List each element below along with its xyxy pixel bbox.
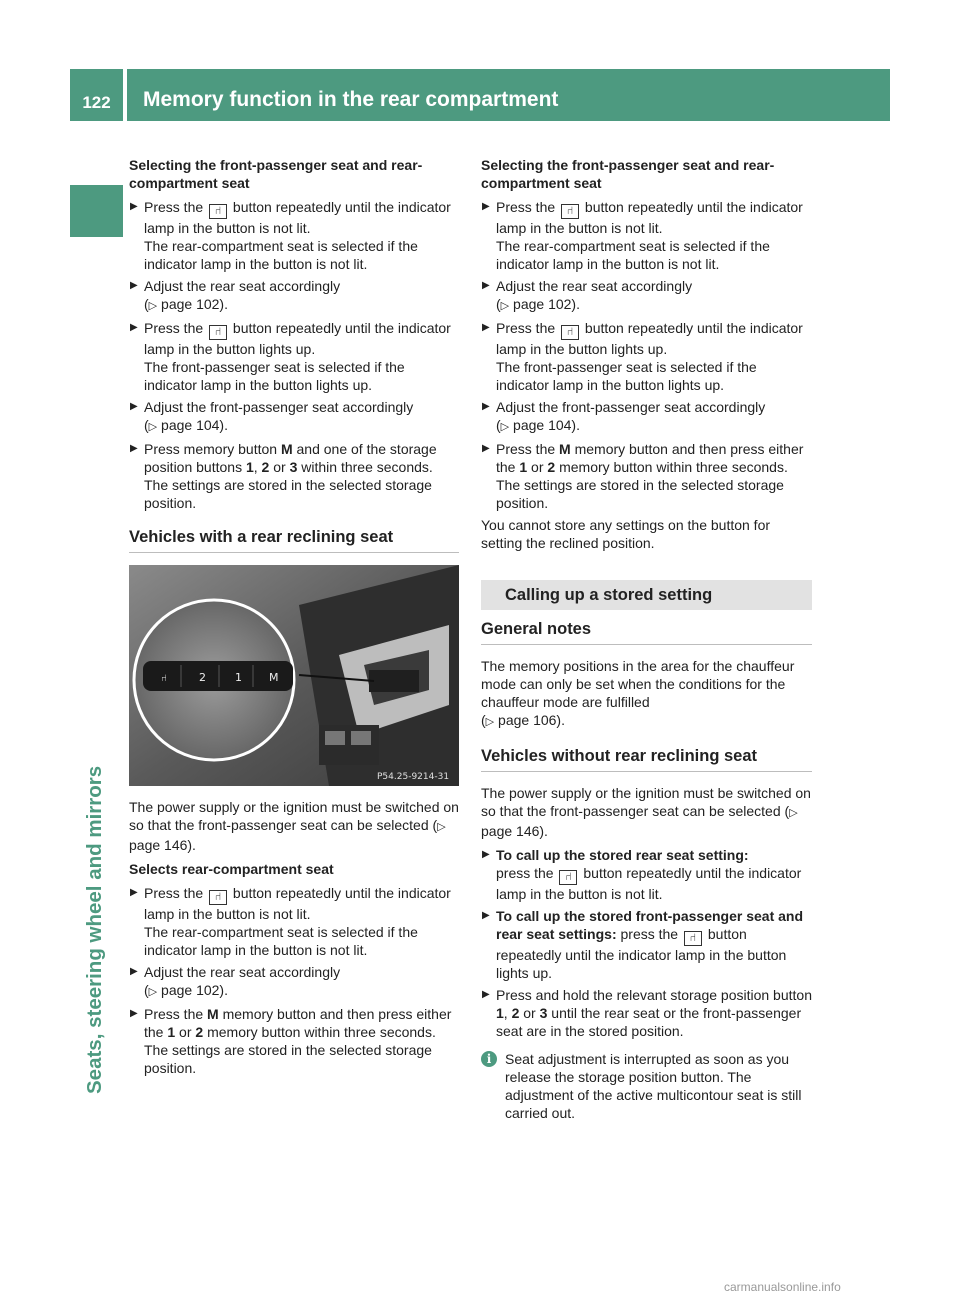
page-link[interactable]: page 102).	[161, 296, 228, 312]
instruction-step: ▶ Adjust the rear seat accordingly (▷ page 102).	[481, 277, 812, 315]
instruction-step: ▶ Press the ⑁ button repeatedly until the indicator lamp in the button lights up. The front-passenger seat is selected if the indicator lamp in the button lights up.	[481, 319, 812, 394]
paragraph: You cannot store any settings on the button for setting the reclined position.	[481, 517, 771, 551]
right-column	[481, 156, 812, 1122]
page-number-box	[70, 69, 123, 121]
instruction-step: ▶ Press the ⑁ button repeatedly until the indicator lamp in the button is not lit. The rear-compartment seat is selected if the indicator lamp in the button is not lit.	[129, 198, 459, 273]
subheading: Selecting the front-passenger seat and rear-compartment seat	[481, 157, 775, 191]
photo-button-1: 1	[235, 671, 242, 684]
instruction-step: ▶ Adjust the rear seat accordingly (▷ page 102).	[129, 277, 459, 315]
svg-text:⑁: ⑁	[161, 673, 167, 684]
photo-code: P54.25-9214-31	[377, 772, 450, 782]
instruction-step: ▶ Press the ⑁ button repeatedly until the indicator lamp in the button lights up. The front-passenger seat is selected if the indicator lamp in the button lights up.	[129, 319, 459, 394]
instruction-step: ▶ Adjust the front-passenger seat accordingly (▷ page 104).	[129, 398, 459, 436]
watermark: carmanualsonline.info	[724, 1280, 841, 1294]
page-link[interactable]: page 146).	[481, 823, 548, 839]
page-link[interactable]: page 106).	[498, 712, 565, 728]
seat-icon: ⑁	[209, 204, 227, 219]
instruction-step: ▶ Press the ⑁ button repeatedly until the indicator lamp in the button is not lit. The rear-compartment seat is selected if the indicator lamp in the button is not lit.	[129, 884, 459, 959]
page-header	[70, 69, 890, 121]
section-heading: Vehicles without rear reclining seat	[481, 747, 812, 772]
info-icon: i	[481, 1051, 497, 1067]
page-ref-icon: ▷	[148, 300, 158, 312]
title-box	[127, 69, 890, 121]
page-ref-icon: ▷	[500, 421, 510, 433]
page-ref-icon: ▷	[437, 821, 446, 833]
section-side-label: Seats, steering wheel and mirrors	[83, 765, 106, 1094]
subheading: Selects rear-compartment seat	[129, 861, 334, 877]
instruction-step: ▶ Press the M memory button and then press either the 1 or 2 memory button within three seconds. The settings are stored in the selected storage position.	[129, 1005, 459, 1077]
page-link[interactable]: page 104).	[161, 417, 228, 433]
instruction-step: ▶ Adjust the front-passenger seat accordingly (▷ page 104).	[481, 398, 812, 436]
page-link[interactable]: page 146).	[129, 837, 196, 853]
page-link[interactable]: page 102).	[513, 296, 580, 312]
instruction-step: ▶ Press and hold the relevant storage position button 1, 2 or 3 until the rear seat or the front-passenger seat are in the stored position.	[481, 986, 812, 1040]
seat-icon: ⑁	[209, 325, 227, 340]
instruction-step: ▶ Press the M memory button and then press either the 1 or 2 memory button within three seconds. The settings are stored in the selected storage position.	[481, 440, 812, 512]
paragraph: The memory positions in the area for the chauffeur mode can only be set when the conditions for the chauffeur mode are fulfilled (▷ page 106).	[481, 658, 795, 728]
instruction-step: ▶ To call up the stored rear seat setting: press the ⑁ button repeatedly until the indicator lamp in the button is not lit.	[481, 846, 812, 903]
section-tab	[70, 185, 123, 237]
seat-icon: ⑁	[559, 870, 577, 885]
instruction-step: ▶ Adjust the rear seat accordingly (▷ page 102).	[129, 963, 459, 1001]
section-heading: Vehicles with a rear reclining seat	[129, 528, 459, 553]
instruction-step: ▶ Press memory button M and one of the storage position buttons 1, 2 or 3 within three seconds. The settings are stored in the selected storage position.	[129, 440, 459, 512]
photo-button-m: M	[269, 671, 279, 684]
page-ref-icon: ▷	[148, 986, 158, 998]
paragraph: The power supply or the ignition must be switched on so that the front-passenger seat can be selected (▷ page 146).	[481, 785, 811, 839]
section-heading: General notes	[481, 620, 812, 645]
section-heading-grey: Calling up a stored setting	[481, 580, 812, 610]
instruction-step: ▶ To call up the stored front-passenger seat and rear seat settings: press the ⑁ button repeatedly until the indicator lamp in the button lights up.	[481, 907, 812, 982]
page-ref-icon: ▷	[789, 807, 798, 819]
page-title: Memory function in the rear compartment	[143, 88, 559, 111]
paragraph: The power supply or the ignition must be switched on so that the front-passenger seat can be selected (▷ page 146).	[129, 799, 459, 853]
seat-icon: ⑁	[209, 890, 227, 905]
left-column	[129, 156, 459, 1081]
page-link[interactable]: page 102).	[161, 982, 228, 998]
memory-buttons-photo	[129, 565, 459, 786]
seat-icon: ⑁	[561, 325, 579, 340]
seat-icon: ⑁	[561, 204, 579, 219]
instruction-step: ▶ Press the ⑁ button repeatedly until the indicator lamp in the button is not lit. The rear-compartment seat is selected if the indicator lamp in the button is not lit.	[481, 198, 812, 273]
page-ref-icon: ▷	[500, 300, 510, 312]
seat-icon: ⑁	[684, 931, 702, 946]
subheading: Selecting the front-passenger seat and rear-compartment seat	[129, 157, 423, 191]
info-note: i Seat adjustment is interrupted as soon as you release the storage position button. The adjustment of the active multicontour seat is still carried out.	[481, 1050, 812, 1122]
page-link[interactable]: page 104).	[513, 417, 580, 433]
page-number: 122	[82, 93, 111, 112]
page-ref-icon: ▷	[148, 421, 158, 433]
photo-button-2: 2	[199, 671, 206, 684]
page-ref-icon: ▷	[485, 716, 495, 728]
